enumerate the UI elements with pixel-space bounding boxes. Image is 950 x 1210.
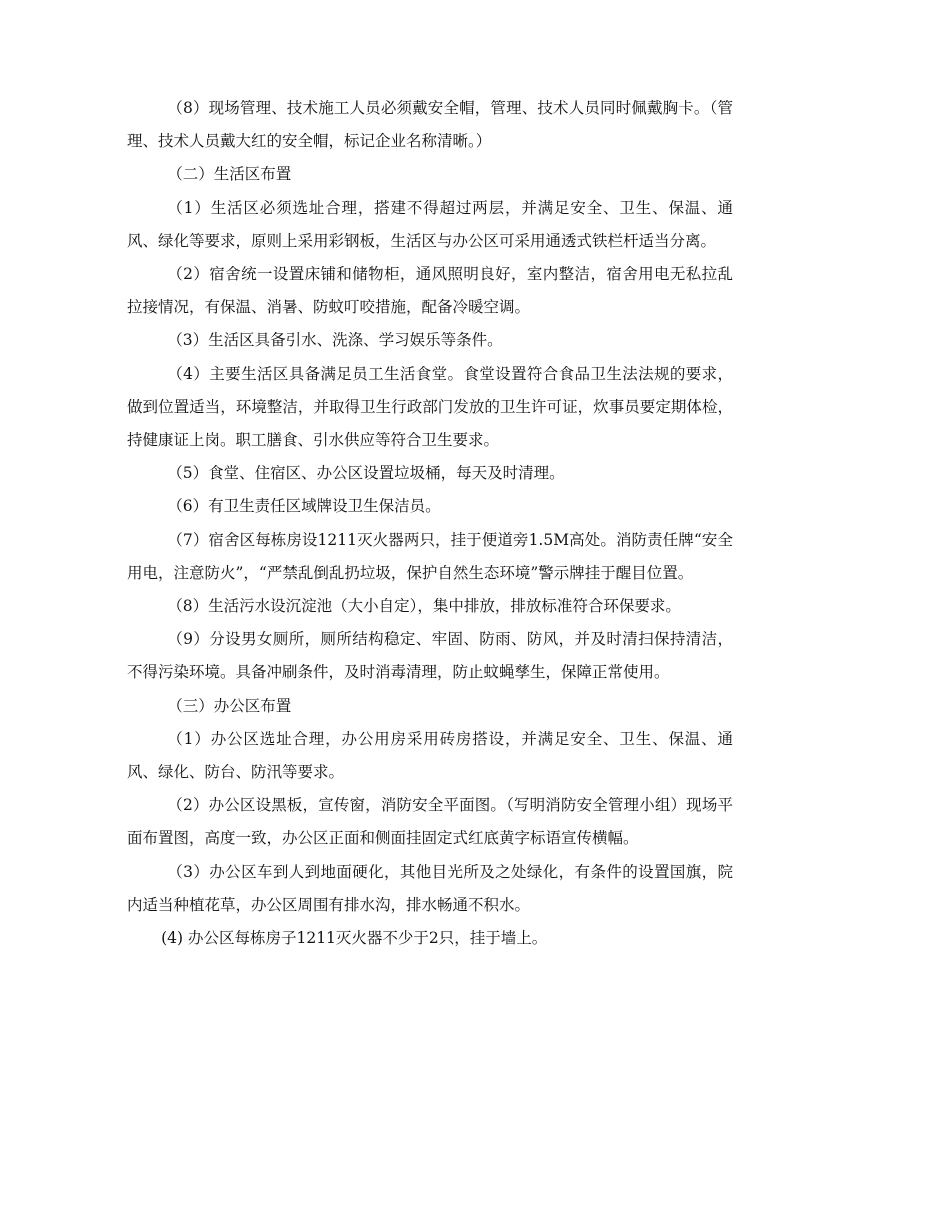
- paragraph-office-ground: （3）办公区车到人到地面硬化，其他目光所及之处绿化，有条件的设置国旗，院内适当种植花草，办公区周围有排水沟，排水畅通不积水。: [127, 862, 733, 914]
- document-body: [127, 92, 733, 955]
- paragraph-sewage: （8）生活污水设沉淀池（大小自定），集中排放，排放标准符合环保要求。: [167, 597, 681, 616]
- paragraph-sanitation-duty: （6）有卫生责任区域牌设卫生保洁员。: [167, 497, 441, 516]
- paragraph-site-helmet-rule: （8）现场管理、技术施工人员必须戴安全帽，管理、技术人员同时佩戴胸卡。（管理、技术人员戴大红的安全帽，标记企业名称清晰。）: [127, 99, 733, 151]
- paragraph-office-siting: （1）办公区选址合理，办公用房采用砖房搭设，并满足安全、卫生、保温、通风、绿化、防台、防汛等要求。: [127, 729, 733, 782]
- paragraph-canteen: （4）主要生活区具备满足员工生活食堂。食堂设置符合食品卫生法法规的要求，做到位置适当，环境整洁，并取得卫生行政部门发放的卫生许可证，炊事员要定期体检，持健康证上岗。职工膳食、引水供应等符合卫生要求。: [127, 364, 733, 450]
- paragraph-trash-bins: （5）食堂、住宿区、办公区设置垃圾桶，每天及时清理。: [167, 464, 565, 483]
- section-heading-office-area: （三）办公区布置: [167, 696, 292, 715]
- paragraph-office-boards: （2）办公区设黑板，宣传窗，消防安全平面图。（写明消防安全管理小组）现场平面布置图，高度一致，办公区正面和侧面挂固定式红底黄字标语宣传横幅。: [127, 796, 733, 848]
- paragraph-toilets: （9）分设男女厕所，厕所结构稳定、牢固、防雨、防风，并及时清扫保持清洁，不得污染环境。具备冲刷条件，及时消毒清理，防止蚊蝇孳生，保障正常使用。: [127, 630, 733, 682]
- paragraph-dormitory-setup: （2）宿舍统一设置床铺和储物柜，通风照明良好，室内整洁，宿舍用电无私拉乱拉接情况，有保温、消暑、防蚊叮咬措施，配备冷暖空调。: [127, 265, 733, 317]
- paragraph-office-extinguishers: (4) 办公区每栋房子1211灭火器不少于2只，挂于墙上。: [161, 929, 548, 948]
- paragraph-fire-extinguishers-dorm: （7）宿舍区每栋房设1211灭火器两只，挂于便道旁1.5M高处。消防责任牌“安全用电，注意防火”，“严禁乱倒乱扔垃圾，保护自然生态环境”警示牌挂于醒目位置。: [127, 530, 733, 582]
- section-heading-living-area: （二）生活区布置: [167, 165, 292, 184]
- paragraph-living-area-siting: （1）生活区必须选址合理，搭建不得超过两层，并满足安全、卫生、保温、通风、绿化等要求，原则上采用彩钢板，生活区与办公区可采用通透式铁栏杆适当分离。: [127, 198, 733, 250]
- paragraph-living-facilities: （3）生活区具备引水、洗涤、学习娱乐等条件。: [167, 331, 503, 350]
